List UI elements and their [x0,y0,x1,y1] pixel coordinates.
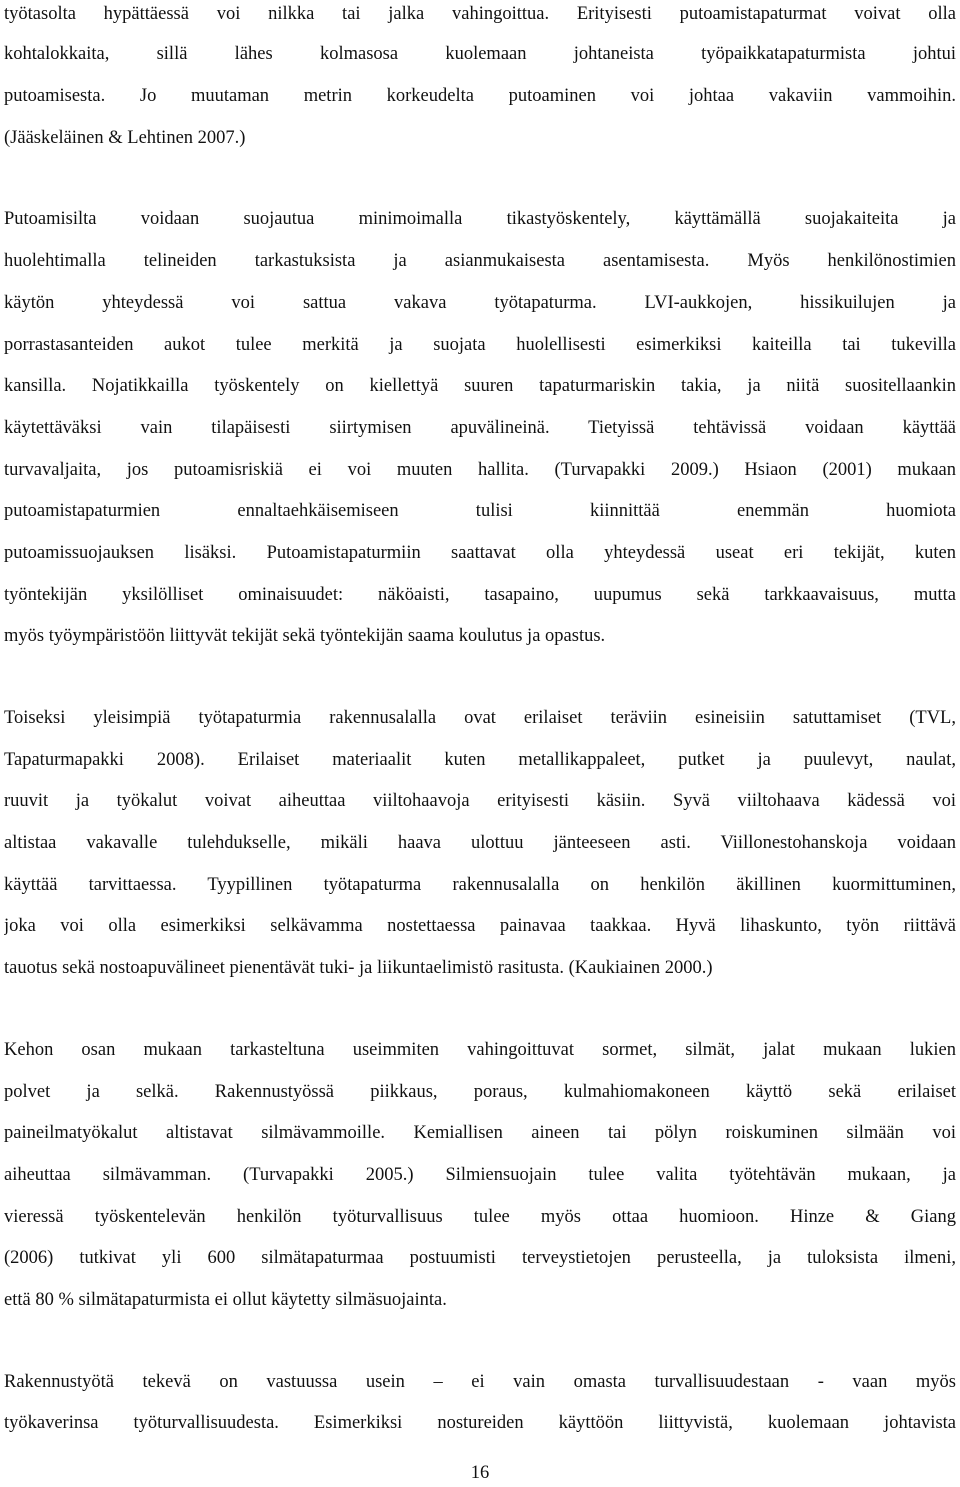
text-line: vieressä työskentelevän henkilön työturvallisuus tulee myös ottaa huomioon. Hinze & Giang [4,1207,956,1227]
text-line: polvet ja selkä. Rakennustyössä piikkaus, poraus, kulmahiomakoneen käyttö sekä erilaiset [4,1082,956,1102]
text-line: käytettäväksi vain tilapäisesti siirtymisen apuvälineinä. Tietyissä tehtävissä voidaan käyttää [4,418,956,438]
text-line: käytön yhteydessä voi sattua vakava työtapaturma. LVI-aukkojen, hissikuilujen ja [4,293,956,313]
text-line: työntekijän yksilölliset ominaisuudet: näköaisti, tasapaino, uupumus sekä tarkkaavaisuus, mutta [4,585,956,605]
text-line: aiheuttaa silmävamman. (Turvapakki 2005.) Silmiensuojain tulee valita työtehtävän mukaan, ja [4,1165,956,1185]
text-line: (Jääskeläinen & Lehtinen 2007.) [4,128,246,148]
text-line: putoamistapaturmien ennaltaehkäisemiseen tulisi kiinnittää enemmän huomiota [4,501,956,521]
text-line: tauotus sekä nostoapuvälineet pienentävät tuki- ja liikuntaelimistö rasitusta. (Kaukiainen 2000.) [4,958,713,978]
text-line: Rakennustyötä tekevä on vastuussa usein – ei vain omasta turvallisuudestaan - vaan myös [4,1372,956,1392]
text-line: Tapaturmapakki 2008). Erilaiset materiaalit kuten metallikappaleet, putket ja puulevyt, naulat, [4,750,956,770]
text-line: putoamissuojauksen lisäksi. Putoamistapaturmiin saattavat olla yhteydessä useat eri tekijät, kuten [4,543,956,563]
text-line: myös työympäristöön liittyvät tekijät sekä työntekijän saama koulutus ja opastus. [4,626,606,646]
text-line: että 80 % silmätapaturmista ei ollut käytetty silmäsuojainta. [4,1290,447,1310]
text-line: kohtalokkaita, sillä lähes kolmasosa kuolemaan johtaneista työpaikkatapaturmista johtui [4,44,956,64]
text-line: ruuvit ja työkalut voivat aiheuttaa viiltohaavoja erityisesti käsiin. Syvä viiltohaava kädessä voi [4,791,956,811]
text-line: turvavaljaita, jos putoamisriskiä ei voi muuten hallita. (Turvapakki 2009.) Hsiaon (2001) mukaan [4,460,956,480]
text-line: porrastasanteiden aukot tulee merkitä ja suojata huolellisesti esimerkiksi kaiteilla tai tukevilla [4,335,956,355]
text-line: putoamisesta. Jo muutaman metrin korkeudelta putoaminen voi johtaa vakaviin vammoihin. [4,86,956,106]
page-number: 16 [470,1463,490,1483]
text-line: käyttää tarvittaessa. Tyypillinen työtapaturma rakennusalalla on henkilön äkillinen kuormittuminen, [4,875,956,895]
text-line: Putoamisilta voidaan suojautua minimoimalla tikastyöskentely, käyttämällä suojakaiteita ja [4,209,956,229]
text-line: Toiseksi yleisimpiä työtapaturmia rakennusalalla ovat erilaiset teräviin esineisiin satuttamiset (TVL, [4,708,956,728]
text-line: kansilla. Nojatikkailla työskentely on kiellettyä suuren tapaturmariskin takia, ja niitä suositellaankin [4,376,956,396]
text-line: paineilmatyökalut altistavat silmävammoille. Kemiallisen aineen tai pölyn roiskuminen silmään voi [4,1123,956,1143]
text-line: Kehon osan mukaan tarkasteltuna useimmiten vahingoittuvat sormet, silmät, jalat mukaan lukien [4,1040,956,1060]
text-line: huolehtimalla telineiden tarkastuksista ja asianmukaisesta asentamisesta. Myös henkilönostimien [4,251,956,271]
text-line: altistaa vakavalle tulehdukselle, mikäli haava ulottuu jänteeseen asti. Viillonestohanskoja voidaan [4,833,956,853]
text-line: työkaverinsa työturvallisuudesta. Esimerkiksi nostureiden käyttöön liittyvistä, kuolemaan johtavista [4,1413,956,1433]
text-line: joka voi olla esimerkiksi selkävamma nostettaessa painavaa taakkaa. Hyvä lihaskunto, työn riittävä [4,916,956,936]
text-line: työtasolta hypättäessä voi nilkka tai jalka vahingoittua. Erityisesti putoamistapaturmat voivat olla [4,4,956,24]
text-line: (2006) tutkivat yli 600 silmätapaturmaa postuumisti terveystietojen perusteella, ja tuloksista ilmeni, [4,1248,956,1268]
